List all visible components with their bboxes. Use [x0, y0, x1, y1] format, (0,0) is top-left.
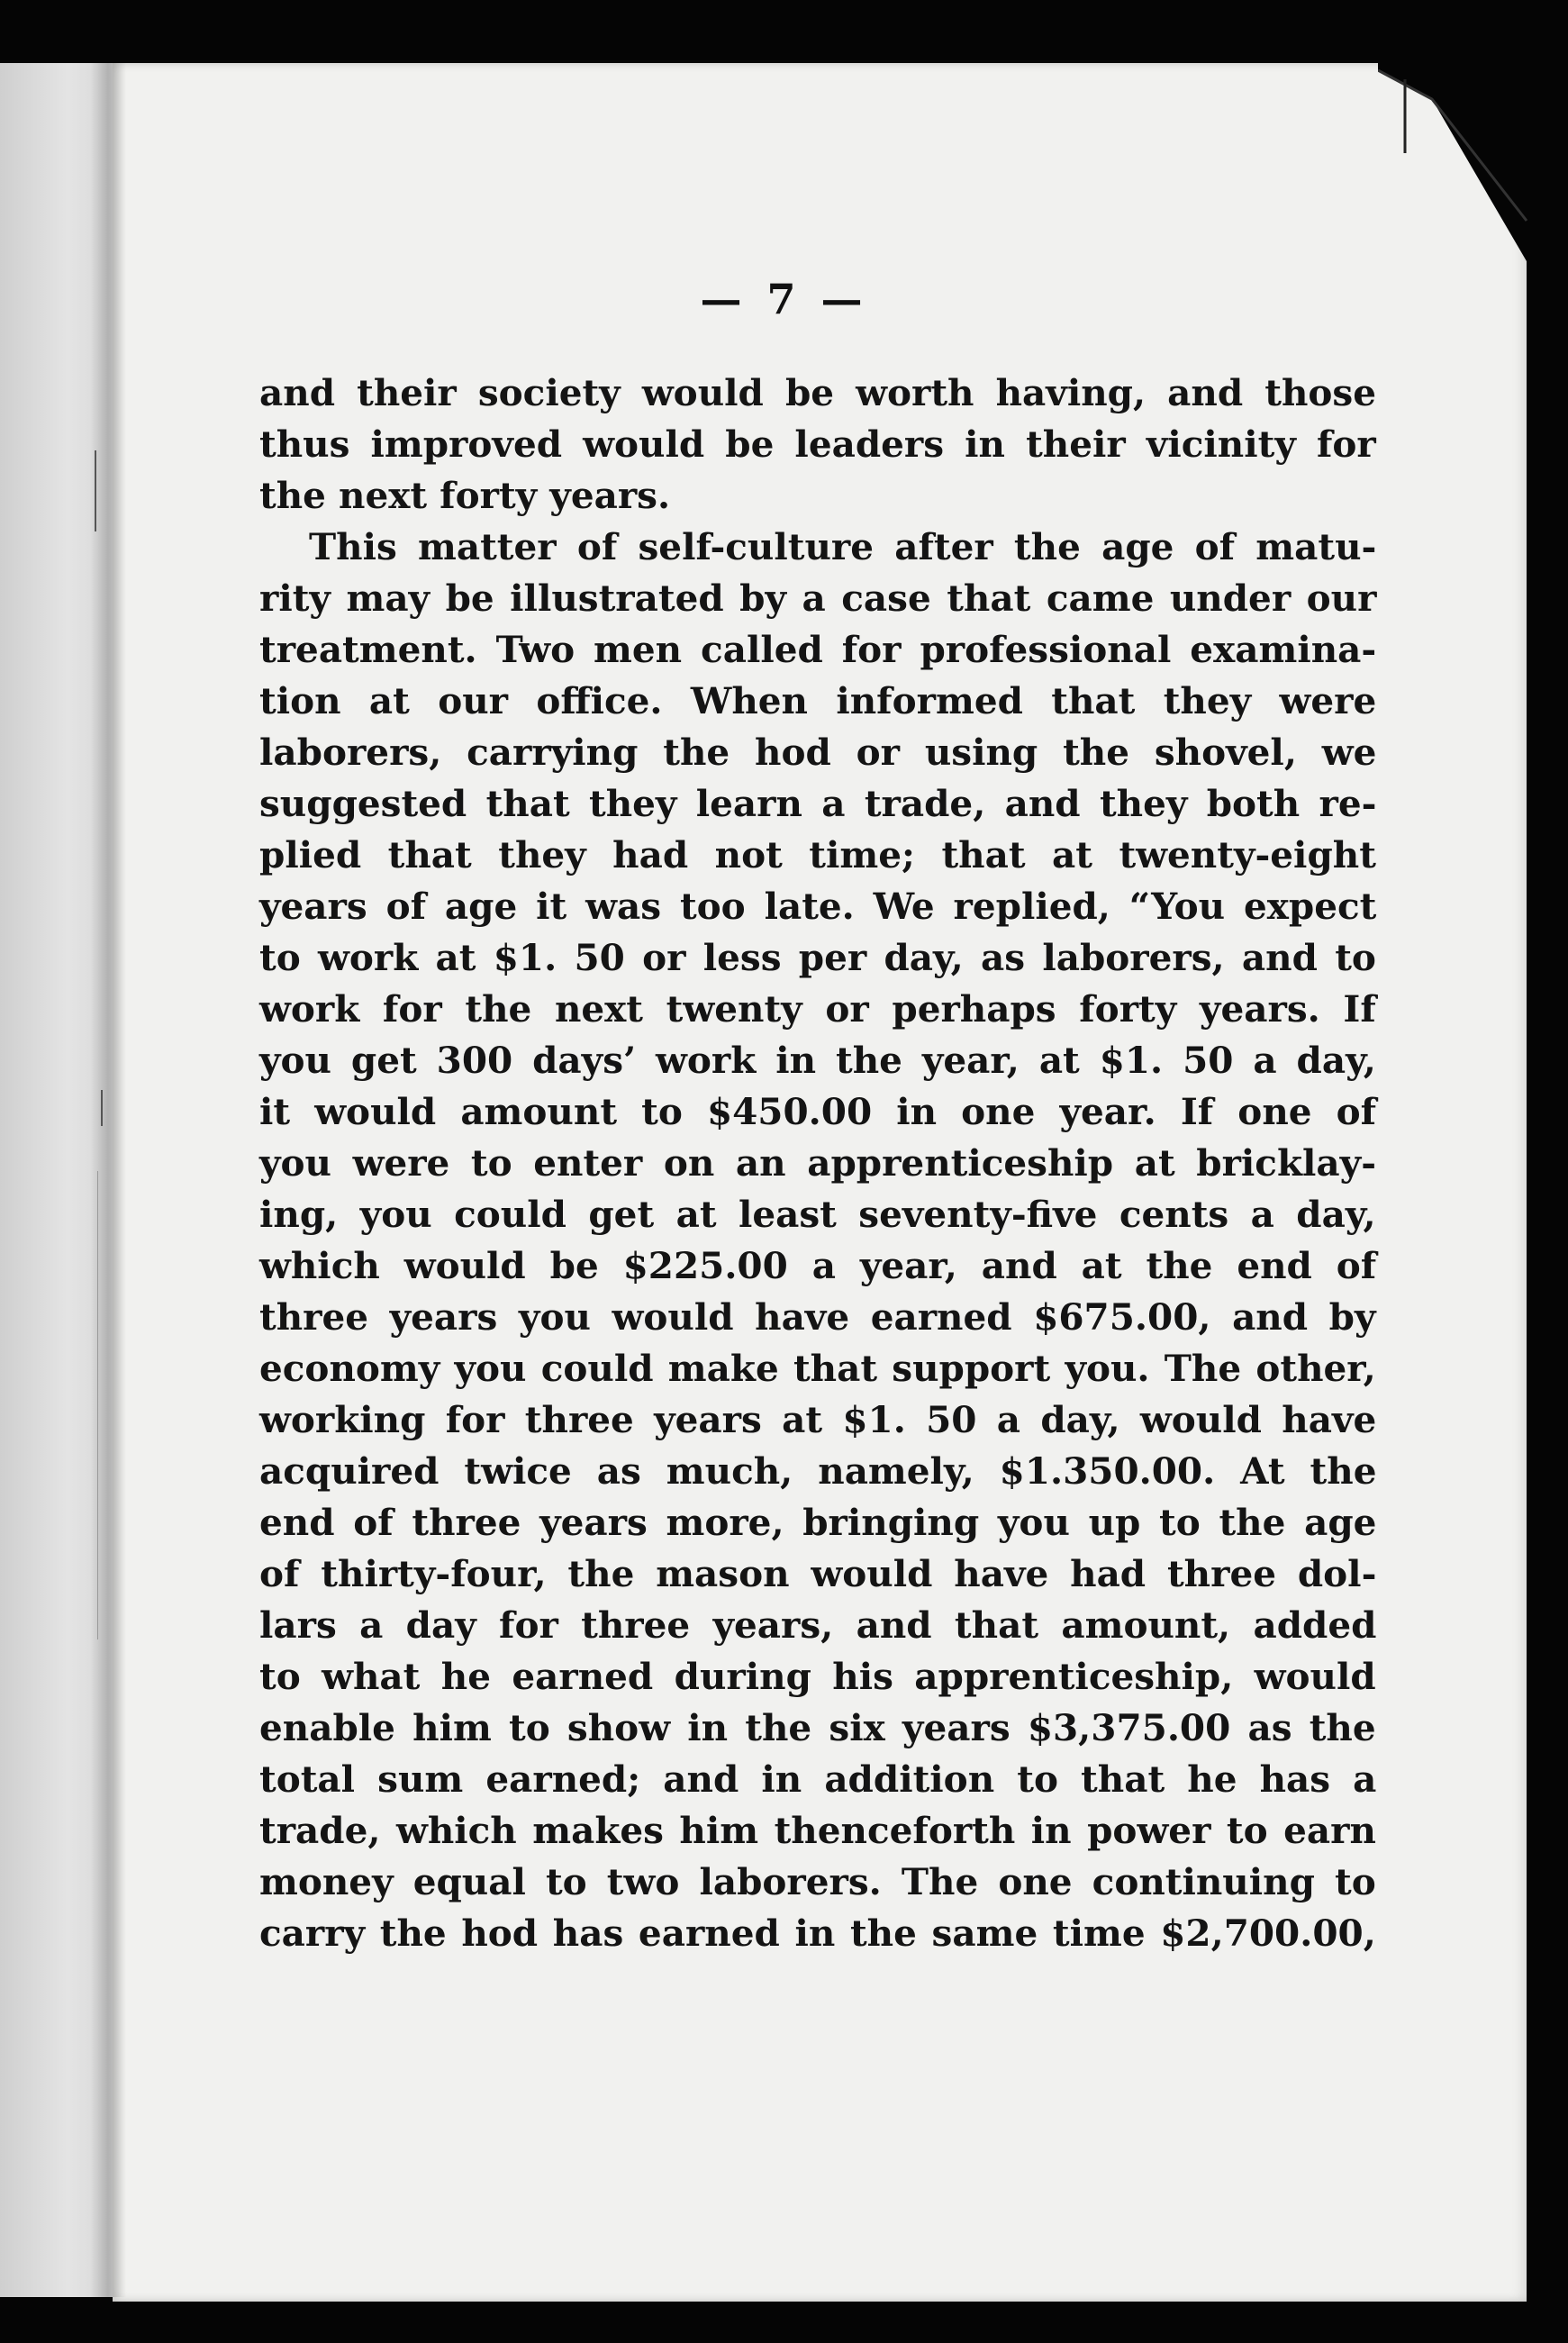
text-line: which would be $225.00 a year, and at the end of	[259, 1244, 1377, 1287]
gutter-shadow	[90, 63, 126, 2297]
page-number: — 7 —	[700, 275, 868, 323]
text-line: money equal to two laborers. The one continuing to	[259, 1860, 1376, 1903]
text-line: trade, which makes him thenceforth in power to earn	[259, 1809, 1376, 1852]
margin-mark	[101, 1090, 103, 1126]
margin-mark	[95, 450, 96, 531]
text-line: the next forty years.	[259, 474, 671, 517]
text-line: to work at $1. 50 or less per day, as laborers, and to	[259, 936, 1376, 979]
text-line: you get 300 days’ work in the year, at $1. 50 a day,	[259, 1039, 1376, 1082]
text-line: carry the hod has earned in the same time $2,700.00,	[259, 1912, 1376, 1955]
text-line: suggested that they learn a trade, and they both re-	[259, 782, 1377, 825]
text-line: you were to enter on an apprenticeship at bricklay-	[259, 1141, 1376, 1185]
text-line: years of age it was too late. We replied, “You expect	[259, 885, 1377, 928]
text-line: economy you could make that support you. The other,	[259, 1347, 1376, 1390]
text-line: This matter of self-culture after the age of matu-	[309, 525, 1377, 568]
text-line: ing, you could get at least seventy-five cents a day,	[259, 1193, 1376, 1236]
text-line: of thirty-four, the mason would have had three dol-	[259, 1552, 1377, 1595]
text-line: tion at our office. When informed that they were	[259, 679, 1377, 722]
text-line: acquired twice as much, namely, $1.350.00. At the	[259, 1449, 1377, 1493]
text-line: plied that they had not time; that at twenty-eight	[259, 833, 1376, 876]
text-line: to what he earned during his apprenticeship, would	[259, 1655, 1376, 1698]
margin-mark	[97, 1171, 98, 1639]
text-line: thus improved would be leaders in their vicinity for	[259, 422, 1376, 466]
text-line: total sum earned; and in addition to that he has a	[259, 1757, 1377, 1801]
text-line: end of three years more, bringing you up to the age	[259, 1501, 1377, 1544]
text-line: work for the next twenty or perhaps forty years. If	[259, 987, 1376, 1031]
text-line: it would amount to $450.00 in one year. If one of	[259, 1090, 1377, 1133]
text-line: three years you would have earned $675.00, and by	[259, 1295, 1376, 1339]
text-line: and their society would be worth having, and those	[259, 371, 1377, 414]
folded-corner	[1378, 63, 1531, 261]
text-line: enable him to show in the six years $3,375.00 as the	[259, 1706, 1376, 1749]
text-line: lars a day for three years, and that amount, added	[259, 1603, 1377, 1647]
text-line: rity may be illustrated by a case that came under our	[259, 577, 1377, 620]
text-line: working for three years at $1. 50 a day, would have	[259, 1398, 1377, 1441]
text-line: treatment. Two men called for professional examina-	[259, 628, 1377, 671]
text-line: laborers, carrying the hod or using the shovel, we	[259, 731, 1377, 774]
